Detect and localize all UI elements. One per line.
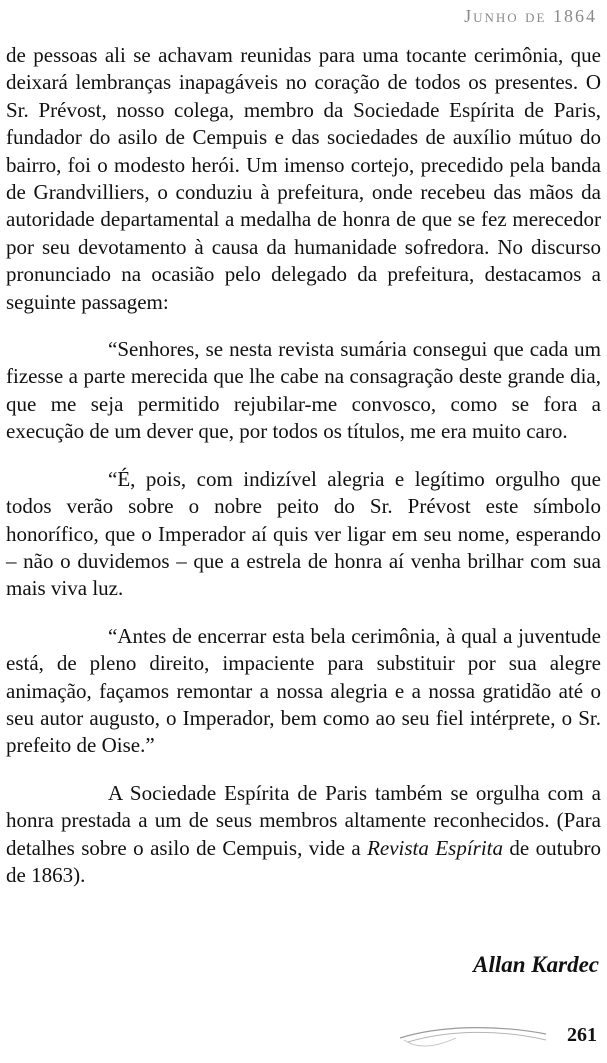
closing-text-start: A Sociedade Espírita de Paris também se orgulha com a honra prestada a um de seus membros altamente reconhecidos. (Para detalhes sobre o asilo de Cempuis, vide a — [6, 780, 601, 860]
author-signature: Allan Kardec — [473, 952, 599, 977]
closing-paragraph — [6, 780, 601, 890]
quote-paragraph-3: “Antes de encerrar esta bela cerimônia, à qual a juventude está, de pleno direito, impaciente para substituir por sua alegre animação, façamos remontar a nossa alegria e a nossa gratidão até o seu autor augusto, o Imperador, bem como ao seu fiel intérprete, o Sr. prefeito de Oise.” — [6, 623, 601, 758]
page-ornament — [398, 1016, 548, 1056]
running-header: Junho de 1864 — [464, 6, 597, 26]
page-number: 261 — [567, 1024, 597, 1046]
paragraph-intro: de pessoas ali se achavam reunidas para uma tocante cerimônia, que deixará lembranças inapagáveis no coração de todos os presentes. O Sr. Prévost, nosso colega, membro da Sociedade Espírita de Paris, fundador do asilo de Cempuis e das sociedades de auxílio mútuo do bairro, foi o modesto herói. Um imenso cortejo, precedido pela banda de Grandvilliers, o conduziu à prefeitura, onde recebeu das mãos da autoridade departamental a medalha de honra de que se fez merecedor por seu devotamento à causa da humanidade sofredora. No discurso pronunciado na ocasião pelo delegado da prefeitura, destacamos a seguinte passagem: — [6, 43, 601, 314]
closing-text-end: de outubro de 1863). — [6, 835, 601, 887]
body-text — [6, 42, 601, 889]
quote-paragraph-2: “É, pois, com indizível alegria e legítimo orgulho que todos verão sobre o nobre peito do Sr. Prévost este símbolo honorífico, que o Imperador aí quis ver ligar em seu nome, esperando – não o duvidemos – que a estrela de honra aí venha brilhar com sua mais viva luz. — [6, 466, 601, 601]
quote-paragraph-1: “Senhores, se nesta revista sumária consegui que cada um fizesse a parte merecida que lhe cabe na consagração deste grande dia, que me seja permitido rejubilar-me convosco, como se fora a execução de um dever que, por todos os títulos, me era muito caro. — [6, 337, 601, 444]
journal-title: Revista Espírita — [367, 835, 503, 860]
